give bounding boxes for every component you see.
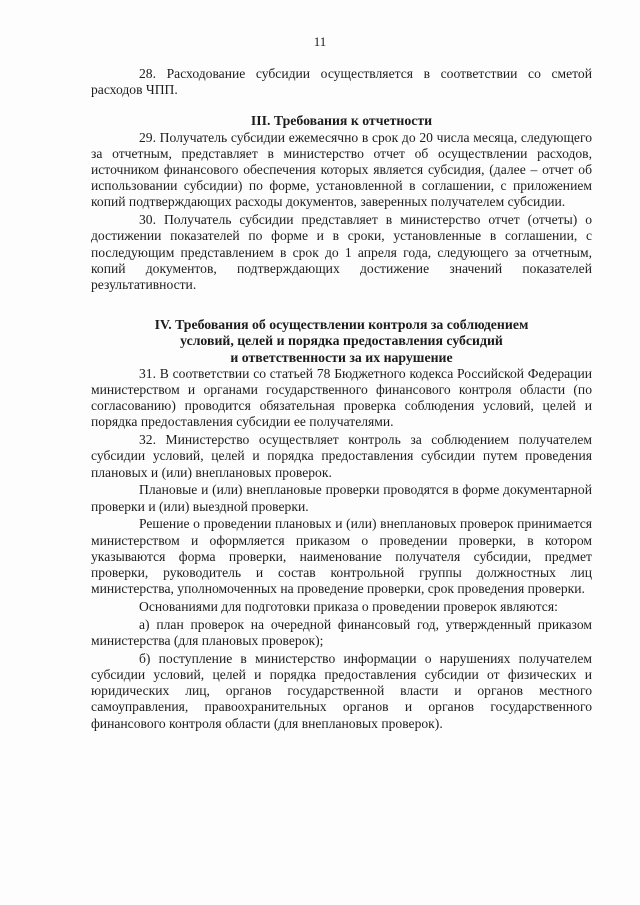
paragraph-31: 31. В соответствии со статьей 78 Бюджетного кодекса Российской Федерации министерством и органами государственного финансового контроля области (по согласованию) проводится обязательная проверка соблюдения условий, целей и порядка предоставления субсидии ее получателями. bbox=[91, 365, 592, 430]
paragraph-grounds: Основаниями для подготовки приказа о проведении проверок являются: bbox=[139, 599, 558, 615]
paragraph-29: 29. Получатель субсидии ежемесячно в срок до 20 числа месяца, следующего за отчетным, представляет в министерство отчет об осуществлении расходов, источником финансового обеспечения которых является субсидия, (далее – отчет об использовании субсидии) по форме, установленной в соглашении, с приложением копий подтверждающих расходы документов, заверенных получателем субсидии. bbox=[91, 129, 592, 210]
paragraph-inspection-decision: Решение о проведении плановых и (или) внеплановых проверок принимается министерством и оформляется приказом о проведении проверки, в котором указываются форма проверки, наименование получателя субсидии, предмет проверки, руководитель и состав контрольной группы должностных лиц министерства, уполномоченных на проведение проверки, срок проведения проверки. bbox=[91, 516, 592, 597]
paragraph-28: 28. Расходование субсидии осуществляется в соответствии со сметой расходов ЧПП. bbox=[91, 66, 592, 98]
list-item-a: а) план проверок на очередной финансовый год, утвержденный приказом министерства (для плановых проверок); bbox=[91, 616, 592, 649]
section-4-heading-line-1: IV. Требования об осуществлении контроля за соблюдением bbox=[154, 317, 529, 333]
paragraph-inspection-forms: Плановые и (или) внеплановые проверки проводятся в форме документарной проверки и (или) выездной проверки. bbox=[91, 482, 592, 514]
paragraph-30: 30. Получатель субсидии представляет в министерство отчет (отчеты) о достижении показателей по форме и в сроки, установленные в соглашении, с последующим представлением в срок до 1 апреля года, следующего за отчетным, копий документов, подтверждающих достижение значений показателей результативности. bbox=[91, 212, 592, 293]
list-item-b: б) поступление в министерство информации о нарушениях получателем субсидии условий, целей и порядка предоставления субсидии от физических и юридических лиц, органов государственной власти и органов местного самоуправления, правоохранительных органов и органов государственного финансового контроля области (для внеплановых проверок). bbox=[91, 650, 592, 731]
section-4-heading bbox=[91, 317, 592, 366]
page-number: 11 bbox=[313, 34, 327, 49]
section-3-heading: III. Требования к отчетности bbox=[250, 113, 433, 129]
paragraph-32: 32. Министерство осуществляет контроль за соблюдением получателем субсидии условий, целей и порядка предоставления субсидии путем проведения плановых и (или) внеплановых проверок. bbox=[91, 432, 592, 480]
section-4-heading-line-3: и ответственности за их нарушение bbox=[230, 349, 453, 365]
section-4-heading-line-2: условий, целей и порядка предоставления субсидий bbox=[180, 333, 503, 349]
document-body bbox=[91, 66, 592, 733]
